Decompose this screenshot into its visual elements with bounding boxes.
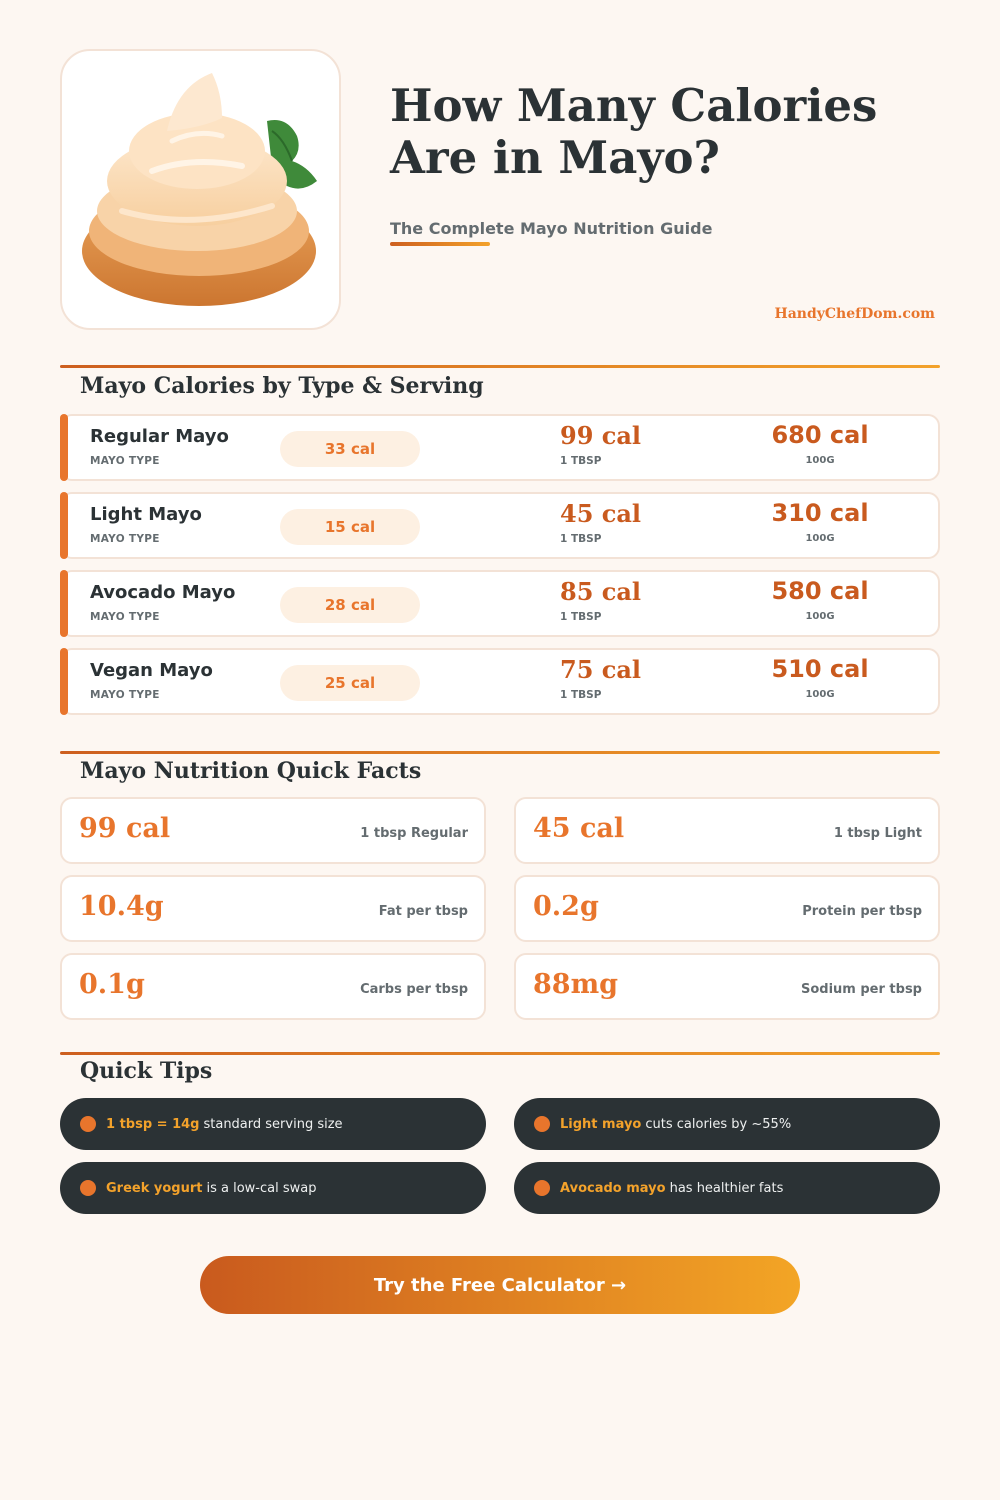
fact-label: 1 tbsp Light xyxy=(833,826,922,841)
tip-item xyxy=(514,1162,940,1214)
100g-calories: 680 cal xyxy=(771,421,869,449)
fact-label: Sodium per tbsp xyxy=(800,982,922,997)
tbsp-label: 1 TBSP xyxy=(560,533,602,545)
tip-item xyxy=(514,1098,940,1150)
tbsp-label: 1 TBSP xyxy=(560,611,602,623)
row-accent-bar xyxy=(60,414,68,481)
section-divider xyxy=(60,365,940,368)
row-accent-bar xyxy=(60,570,68,637)
type-label: MAYO TYPE xyxy=(90,455,160,467)
types-section-title: Mayo Calories by Type & Serving xyxy=(80,373,484,399)
tip-highlight: Greek yogurt xyxy=(106,1180,203,1196)
100g-label: 100G xyxy=(805,611,835,622)
page-subtitle: The Complete Mayo Nutrition Guide xyxy=(390,219,713,238)
type-row-light xyxy=(60,492,940,559)
subtitle-underline xyxy=(390,242,490,246)
fact-label: Carbs per tbsp xyxy=(360,982,468,997)
fact-value: 0.2g xyxy=(533,891,599,922)
calorie-pill: 25 cal xyxy=(280,665,420,701)
title-line-1: How Many Calories xyxy=(390,79,878,132)
tip-text: has healthier fats xyxy=(669,1180,784,1196)
tbsp-label: 1 TBSP xyxy=(560,455,602,467)
fact-card xyxy=(60,875,486,942)
100g-calories: 510 cal xyxy=(771,655,869,683)
100g-label: 100G xyxy=(805,533,835,544)
100g-calories: 310 cal xyxy=(771,499,869,527)
type-name: Vegan Mayo xyxy=(90,660,213,681)
type-row-vegan xyxy=(60,648,940,715)
tbsp-label: 1 TBSP xyxy=(560,689,602,701)
tbsp-calories: 99 cal xyxy=(560,421,642,450)
fact-card xyxy=(514,875,940,942)
tip-text: standard serving size xyxy=(203,1116,343,1132)
tip-highlight: Light mayo xyxy=(560,1116,642,1132)
fact-value: 99 cal xyxy=(79,813,171,844)
type-label: MAYO TYPE xyxy=(90,689,160,701)
tip-highlight: 1 tbsp = 14g xyxy=(106,1116,200,1132)
type-row-avocado xyxy=(60,570,940,637)
fact-value: 45 cal xyxy=(533,813,625,844)
fact-card xyxy=(514,953,940,1020)
title-line-2: Are in Mayo? xyxy=(390,131,720,184)
fact-value: 10.4g xyxy=(79,891,164,922)
calorie-pill: 33 cal xyxy=(280,431,420,467)
page-title xyxy=(390,80,950,184)
bullet-dot-icon xyxy=(80,1180,96,1196)
row-accent-bar xyxy=(60,492,68,559)
calorie-pill: 15 cal xyxy=(280,509,420,545)
fact-card xyxy=(60,797,486,864)
100g-label: 100G xyxy=(805,689,835,700)
tip-item xyxy=(60,1162,486,1214)
fact-label: Protein per tbsp xyxy=(802,904,922,919)
100g-label: 100G xyxy=(805,455,835,466)
bullet-dot-icon xyxy=(80,1116,96,1132)
100g-calories: 580 cal xyxy=(771,577,869,605)
fact-label: 1 tbsp Regular xyxy=(360,826,468,841)
type-name: Avocado Mayo xyxy=(90,582,236,603)
calorie-pill: 28 cal xyxy=(280,587,420,623)
tips-section-title: Quick Tips xyxy=(80,1058,213,1084)
fact-value: 0.1g xyxy=(79,969,145,1000)
type-label: MAYO TYPE xyxy=(90,611,160,623)
brand-link[interactable]: HandyChefDom.com xyxy=(774,306,935,322)
row-accent-bar xyxy=(60,648,68,715)
tip-text: is a low-cal swap xyxy=(206,1180,317,1196)
section-divider xyxy=(60,751,940,754)
tbsp-calories: 45 cal xyxy=(560,499,642,528)
fact-label: Fat per tbsp xyxy=(378,904,468,919)
type-name: Regular Mayo xyxy=(90,426,229,447)
type-label: MAYO TYPE xyxy=(90,533,160,545)
fact-value: 88mg xyxy=(533,969,619,1000)
hero-image-card xyxy=(60,49,341,330)
section-divider xyxy=(60,1052,940,1055)
calculator-cta-button[interactable]: Try the Free Calculator → xyxy=(200,1256,800,1314)
tbsp-calories: 75 cal xyxy=(560,655,642,684)
type-name: Light Mayo xyxy=(90,504,202,525)
mayo-toast-illustration-icon xyxy=(62,51,341,330)
tip-text: cuts calories by ~55% xyxy=(645,1116,792,1132)
bullet-dot-icon xyxy=(534,1180,550,1196)
fact-card xyxy=(60,953,486,1020)
bullet-dot-icon xyxy=(534,1116,550,1132)
tip-highlight: Avocado mayo xyxy=(560,1180,666,1196)
fact-card xyxy=(514,797,940,864)
tip-item xyxy=(60,1098,486,1150)
facts-section-title: Mayo Nutrition Quick Facts xyxy=(80,758,422,784)
type-row-regular xyxy=(60,414,940,481)
tbsp-calories: 85 cal xyxy=(560,577,642,606)
